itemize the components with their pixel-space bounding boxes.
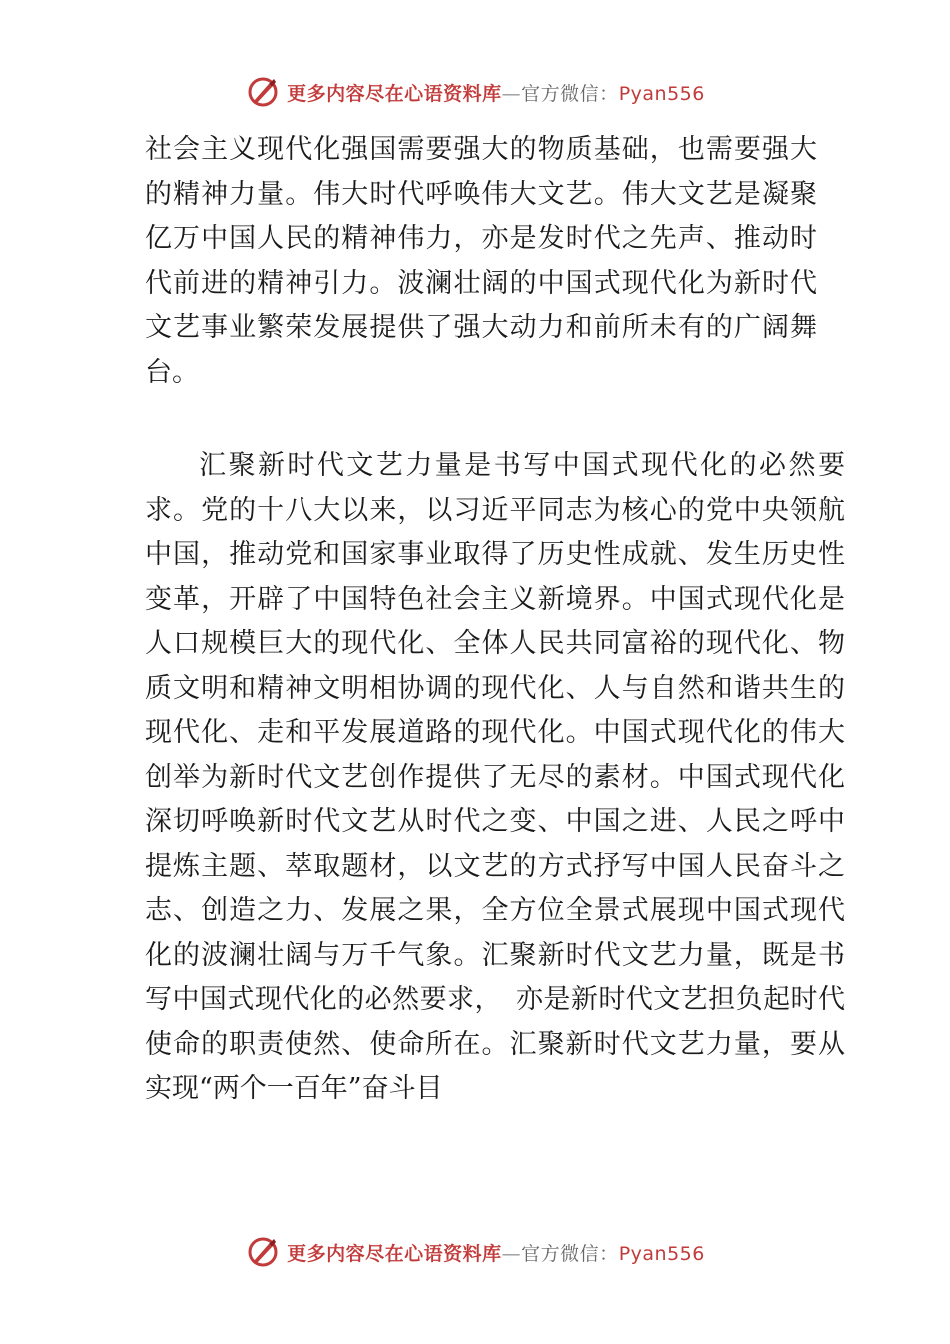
footer-banner-title: 更多内容尽在心语资料库: [287, 1242, 502, 1265]
brush-pen-logo-icon: [245, 1234, 281, 1270]
footer-banner: [0, 1232, 950, 1272]
header-banner-text: [287, 79, 705, 106]
header-banner-title: 更多内容尽在心语资料库: [287, 82, 502, 105]
footer-banner-wechat-id: Pyan556: [618, 1242, 705, 1265]
article-body: [145, 128, 865, 1112]
header-banner-separator: —: [501, 82, 522, 105]
brush-pen-logo-icon: [245, 74, 281, 110]
header-banner-wechat-label: 官方微信：: [521, 82, 619, 105]
footer-banner-text: [287, 1239, 705, 1266]
header-banner-wechat-id: Pyan556: [618, 82, 705, 105]
footer-banner-wechat-label: 官方微信：: [521, 1242, 619, 1265]
header-banner: [0, 72, 950, 112]
paragraph-2: 汇聚新时代文艺力量是书写中国式现代化的必然要求。党的十八大以来，以习近平同志为核心的党中央领航中国，推动党和国家事业取得了历史性成就、发生历史性变革，开辟了中国特色社会主义新境界。中国式现代化是人口规模巨大的现代化、全体人民共同富裕的现代化、物质文明和精神文明相协调的现代化、人与自然和谐共生的现代化、走和平发展道路的现代化。中国式现代化的伟大创举为新时代文艺创作提供了无尽的素材。中国式现代化深切呼唤新时代文艺从时代之变、中国之进、人民之呼中提炼主题、萃取题材，以文艺的方式抒写中国人民奋斗之志、创造之力、发展之果，全方位全景式展现中国式现代化的波澜壮阔与万千气象。汇聚新时代文艺力量，既是书写中国式现代化的必然要求， 亦是新时代文艺担负起时代使命的职责使然、使命所在。汇聚新时代文艺力量，要从实现“两个一百年”奋斗目: [145, 450, 845, 1104]
footer-banner-separator: —: [501, 1242, 522, 1265]
paragraph-1: 社会主义现代化强国需要强大的物质基础，也需要强大的精神力量。伟大时代呼唤伟大文艺。伟大文艺是凝聚亿万中国人民的精神伟力，亦是发时代之先声、推动时代前进的精神引力。波澜壮阔的中国式现代化为新时代文艺事业繁荣发展提供了强大动力和前所未有的广阔舞台。: [145, 134, 817, 388]
